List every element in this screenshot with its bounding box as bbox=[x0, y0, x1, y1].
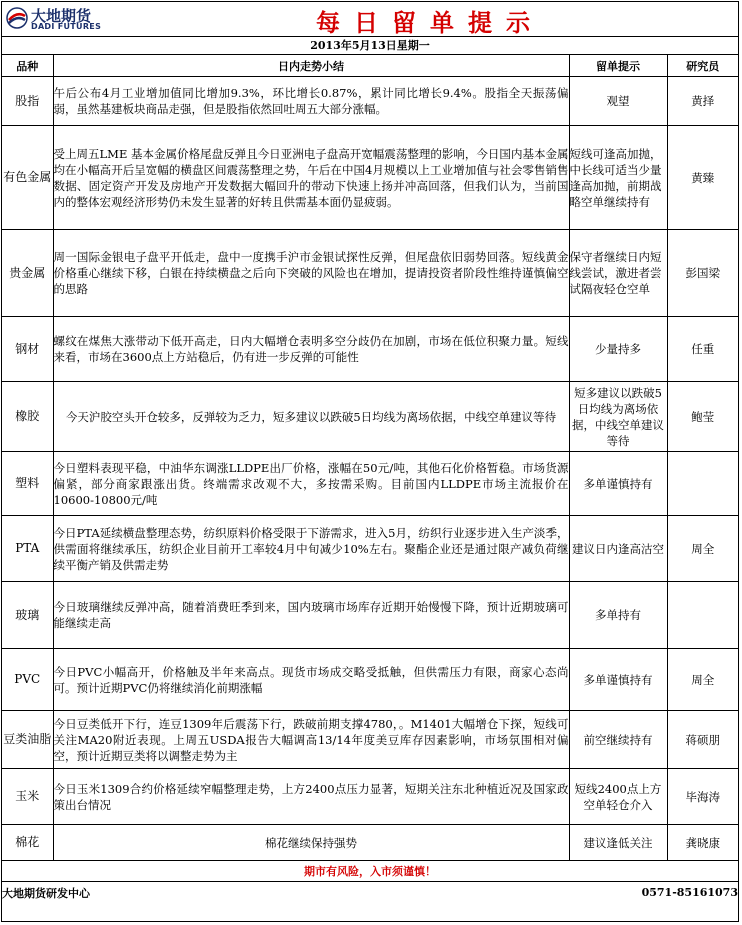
table-row bbox=[2, 825, 738, 861]
row-tip: 保守者继续日内短线尝试，激进者尝试隔夜轻仓空单 bbox=[569, 230, 667, 317]
row-tip: 多单谨慎持有 bbox=[569, 649, 667, 711]
row-tip: 多单持有 bbox=[569, 582, 667, 649]
footer-org: 大地期货研发中心 bbox=[2, 882, 569, 904]
row-researcher: 黄择 bbox=[667, 77, 738, 126]
table-row bbox=[2, 452, 738, 516]
row-category: 橡胶 bbox=[2, 382, 53, 452]
row-category: PVC bbox=[2, 649, 53, 711]
row-tip: 建议逢低关注 bbox=[569, 825, 667, 861]
row-tip: 短线2400点上方空单轻仓介入 bbox=[569, 769, 667, 825]
row-category: 棉花 bbox=[2, 825, 53, 861]
table-row bbox=[2, 126, 738, 230]
row-trend: 螺纹在煤焦大涨带动下低开高走，日内大幅增仓表明多空分歧仍在加剧，市场在低位积聚力量。短线来看，市场在3600点上方站稳后，仍有进一步反弹的可能性 bbox=[53, 317, 569, 382]
row-tip: 建议日内逢高沽空 bbox=[569, 516, 667, 582]
table-row bbox=[2, 769, 738, 825]
row-tip: 短多建议以跌破5日均线为离场依据，中线空单建议等待 bbox=[569, 382, 667, 452]
column-header-category: 品种 bbox=[2, 55, 53, 77]
row-category: 玻璃 bbox=[2, 582, 53, 649]
row-category: 塑料 bbox=[2, 452, 53, 516]
row-category: 股指 bbox=[2, 77, 53, 126]
column-header-tip: 留单提示 bbox=[569, 55, 667, 77]
row-trend: 今日塑料表现平稳，中油华东调涨LLDPE出厂价格，涨幅在50元/吨，其他石化价格暂稳。市场货源偏紧，部分商家跟涨出货。终端需求改观不大，多按需采购。目前国内LLDPE市场主流报价在10600-10800元/吨 bbox=[53, 452, 569, 516]
row-researcher: 黄臻 bbox=[667, 126, 738, 230]
row-trend: 今天沪胶空头开仓较多，反弹较为乏力，短多建议以跌破5日均线为离场依据，中线空单建议等待 bbox=[53, 382, 569, 452]
table-row bbox=[2, 649, 738, 711]
table-row bbox=[2, 230, 738, 317]
dadi-logo-icon bbox=[6, 7, 28, 29]
report-date: 2013年5月13日星期一 bbox=[2, 37, 738, 55]
row-tip: 观望 bbox=[569, 77, 667, 126]
row-researcher: 周全 bbox=[667, 649, 738, 711]
row-researcher: 彭国梁 bbox=[667, 230, 738, 317]
risk-warning: 期市有风险，入市须谨慎！ bbox=[2, 861, 738, 882]
row-researcher: 毕海涛 bbox=[667, 769, 738, 825]
row-trend: 棉花继续保持强势 bbox=[53, 825, 569, 861]
row-researcher: 任重 bbox=[667, 317, 738, 382]
column-header-trend: 日内走势小结 bbox=[53, 55, 569, 77]
row-trend: 今日PTA延续横盘整理态势，纺织原料价格受限于下游需求，进入5月，纺织行业逐步进入生产淡季，供需面将继续承压，纺织企业目前开工率较4月中旬减少10%左右。聚酯企业还是通过限产减负荷继续平衡产销及供需走势 bbox=[53, 516, 569, 582]
row-category: 钢材 bbox=[2, 317, 53, 382]
table-row bbox=[2, 382, 738, 452]
company-logo bbox=[6, 5, 121, 33]
row-tip: 前空继续持有 bbox=[569, 711, 667, 769]
table-row bbox=[2, 516, 738, 582]
row-researcher: 龚晓康 bbox=[667, 825, 738, 861]
table-row bbox=[2, 77, 738, 126]
row-trend: 周一国际金银电子盘平开低走，盘中一度携手沪市金银试探性反弹，但尾盘依旧弱势回落。短线黄金价格重心继续下移，白银在持续横盘之后向下突破的风险也在增加，提请投资者阶段性维持谨慎偏空的思路 bbox=[53, 230, 569, 317]
logo-chinese-name: 大地期货 bbox=[31, 7, 92, 25]
risk-warning-row bbox=[2, 861, 738, 882]
row-researcher bbox=[667, 582, 738, 649]
row-trend: 今日玻璃继续反弹冲高，随着消费旺季到来，国内玻璃市场库存近期开始慢慢下降，预计近期玻璃可能继续走高 bbox=[53, 582, 569, 649]
row-tip: 短线可逢高加抛，中长线可适当少量逢高加抛，前期战略空单继续持有 bbox=[569, 126, 667, 230]
table-row bbox=[2, 317, 738, 382]
row-category: 豆类油脂 bbox=[2, 711, 53, 769]
row-category: 玉米 bbox=[2, 769, 53, 825]
row-trend: 今日豆类低开下行，连豆1309年后震荡下行，跌破前期支撑4780，。M1401大幅增仓下探，短线可关注MA20附近表现。上周五USDA报告大幅调高13/14年度美豆库存因素影响，市场氛围相对偏空，预计近期豆类将以调整走势为主 bbox=[53, 711, 569, 769]
report-title: 每日留单提示 bbox=[316, 9, 544, 37]
column-header-researcher: 研究员 bbox=[667, 55, 738, 77]
row-researcher: 鲍莹 bbox=[667, 382, 738, 452]
row-trend: 今日玉米1309合约价格延续窄幅整理走势，上方2400点压力显著，短期关注东北种植近况及国家政策出台情况 bbox=[53, 769, 569, 825]
row-trend: 午后公布4月工业增加值同比增加9.3%，环比增长0.87%，累计同比增长9.4%。股指全天振荡偏弱，虽然基建板块商品走强，但是股指依然回吐周五大部分涨幅。 bbox=[53, 77, 569, 126]
row-trend: 受上周五LME 基本金属价格尾盘反弹且今日亚洲电子盘高开宽幅震荡整理的影响，今日国内基本金属均在小幅高开后呈宽幅的横盘区间震荡整理之势，午后在中国4月规模以上工业增加值与社会零售销售数据、固定资产开发及房地产开发数据大幅回升的带动下快速上扬并冲高回落，但我们认为，当前国内的整体宏观经济形势仍未发生显著的好转且供需基本面仍显疲弱。 bbox=[53, 126, 569, 230]
advice-table bbox=[2, 55, 738, 903]
row-category: 有色金属 bbox=[2, 126, 53, 230]
report-sheet bbox=[1, 1, 739, 922]
table-header-row bbox=[2, 55, 738, 77]
footer-phone: 0571-85161073 bbox=[569, 882, 738, 904]
row-trend: 今日PVC小幅高开，价格触及半年来高点。现货市场成交略受抵触，但供需压力有限，商家心态尚可。预计近期PVC仍将继续消化前期涨幅 bbox=[53, 649, 569, 711]
logo-english-name: DADI FUTURES bbox=[31, 22, 102, 31]
row-category: PTA bbox=[2, 516, 53, 582]
row-tip: 少量持多 bbox=[569, 317, 667, 382]
table-row bbox=[2, 582, 738, 649]
row-researcher bbox=[667, 452, 738, 516]
report-header bbox=[2, 2, 738, 37]
table-row bbox=[2, 711, 738, 769]
row-category: 贵金属 bbox=[2, 230, 53, 317]
row-researcher: 周全 bbox=[667, 516, 738, 582]
footer-row bbox=[2, 882, 738, 904]
row-tip: 多单谨慎持有 bbox=[569, 452, 667, 516]
row-researcher: 蒋硕朋 bbox=[667, 711, 738, 769]
